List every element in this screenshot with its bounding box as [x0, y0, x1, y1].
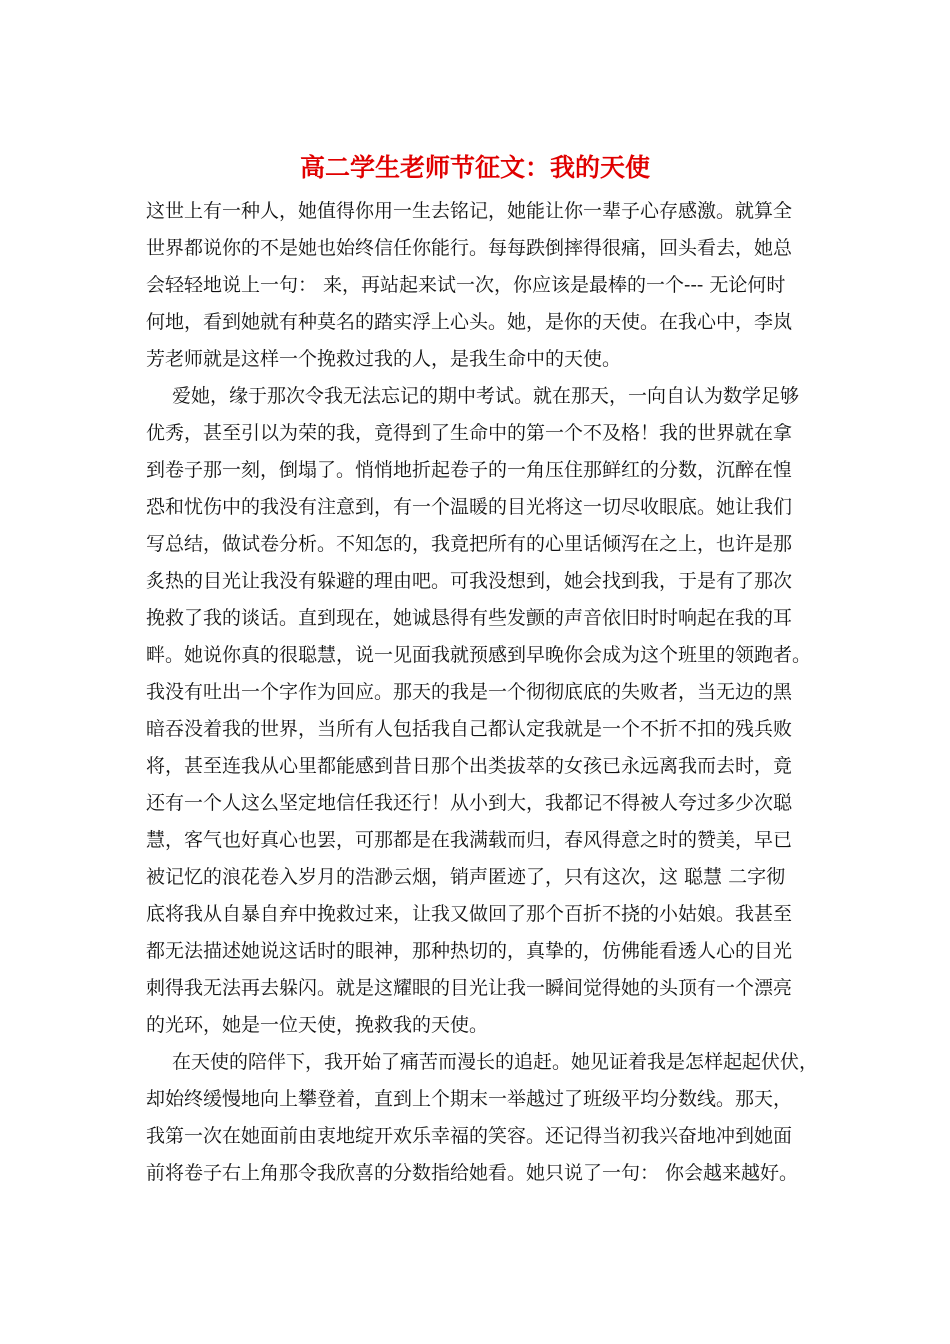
- text-line: 将，甚至连我从心里都能感到昔日那个出类拔萃的女孩已永远离我而去时，竟: [146, 755, 793, 777]
- text-line: 爱她，缘于那次令我无法忘记的期中考试。就在那天，一向自认为数学足够: [172, 385, 800, 407]
- text-line: 这世上有一种人，她值得你用一生去铭记，她能让你一辈子心存感激。就算全: [146, 200, 793, 222]
- text-line: 却始终缓慢地向上攀登着，直到上个期末一举越过了班级平均分数线。那天，: [146, 1088, 793, 1110]
- text-line: 都无法描述她说这话时的眼神，那种热切的，真挚的，仿佛能看透人心的目光: [146, 940, 793, 962]
- text-line: 优秀，甚至引以为荣的我，竟得到了生命中的第一个不及格！我的世界就在拿: [146, 422, 793, 444]
- text-line: 还有一个人这么坚定地信任我还行！从小到大，我都记不得被人夸过多少次聪: [146, 792, 793, 814]
- text-line: 的光环，她是一位天使，挽救我的天使。: [146, 1014, 489, 1036]
- text-line: 芳老师就是这样一个挽救过我的人，是我生命中的天使。: [146, 348, 622, 370]
- text-line: 我第一次在她面前由衷地绽开欢乐幸福的笑容。还记得当初我兴奋地冲到她面: [146, 1125, 793, 1147]
- text-line: 我没有吐出一个字作为回应。那天的我是一个彻彻底底的失败者，当无边的黑: [146, 681, 793, 703]
- document-title: 高二学生老师节征文：我的天使: [299, 153, 650, 182]
- text-line: 被记忆的浪花卷入岁月的浩渺云烟，销声匿迹了，只有这次，这 聪慧 二字彻: [146, 866, 786, 888]
- text-line: 炙热的目光让我没有躲避的理由吧。可我没想到，她会找到我，于是有了那次: [146, 570, 793, 592]
- text-line: 写总结，做试卷分析。不知怎的，我竟把所有的心里话倾泻在之上，也许是那: [146, 533, 793, 555]
- text-line: 世界都说你的不是她也始终信任你能行。每每跌倒摔得很痛，回头看去，她总: [146, 237, 793, 259]
- text-line: 挽救了我的谈话。直到现在，她诚恳得有些发颤的声音依旧时时响起在我的耳: [146, 607, 793, 629]
- text-line: 会轻轻地说上一句： 来，再站起来试一次，你应该是最棒的一个--- 无论何时: [146, 274, 786, 296]
- text-line: 刺得我无法再去躲闪。就是这耀眼的目光让我一瞬间觉得她的头顶有一个漂亮: [146, 977, 793, 999]
- text-line: 何地，看到她就有种莫名的踏实浮上心头。她，是你的天使。在我心中，李岚: [146, 311, 793, 333]
- text-line: 恐和忧伤中的我没有注意到，有一个温暖的目光将这一切尽收眼底。她让我们: [146, 496, 793, 518]
- text-line: 畔。她说你真的很聪慧，说一见面我就预感到早晚你会成为这个班里的领跑者。: [146, 644, 812, 666]
- text-line: 在天使的陪伴下，我开始了痛苦而漫长的追赶。她见证着我是怎样起起伏伏，: [172, 1051, 819, 1073]
- text-line: 暗吞没着我的世界，当所有人包括我自己都认定我就是一个不折不扣的残兵败: [146, 718, 793, 740]
- text-line: 到卷子那一刻，倒塌了。悄悄地折起卷子的一角压住那鲜红的分数，沉醉在惶: [146, 459, 793, 481]
- text-line: 底将我从自暴自弃中挽救过来，让我又做回了那个百折不挠的小姑娘。我甚至: [146, 903, 793, 925]
- text-line: 慧，客气也好真心也罢，可那都是在我满载而归，春风得意之时的赞美，早已: [146, 829, 793, 851]
- text-line: 前将卷子右上角那令我欣喜的分数指给她看。她只说了一句： 你会越来越好。: [146, 1162, 799, 1184]
